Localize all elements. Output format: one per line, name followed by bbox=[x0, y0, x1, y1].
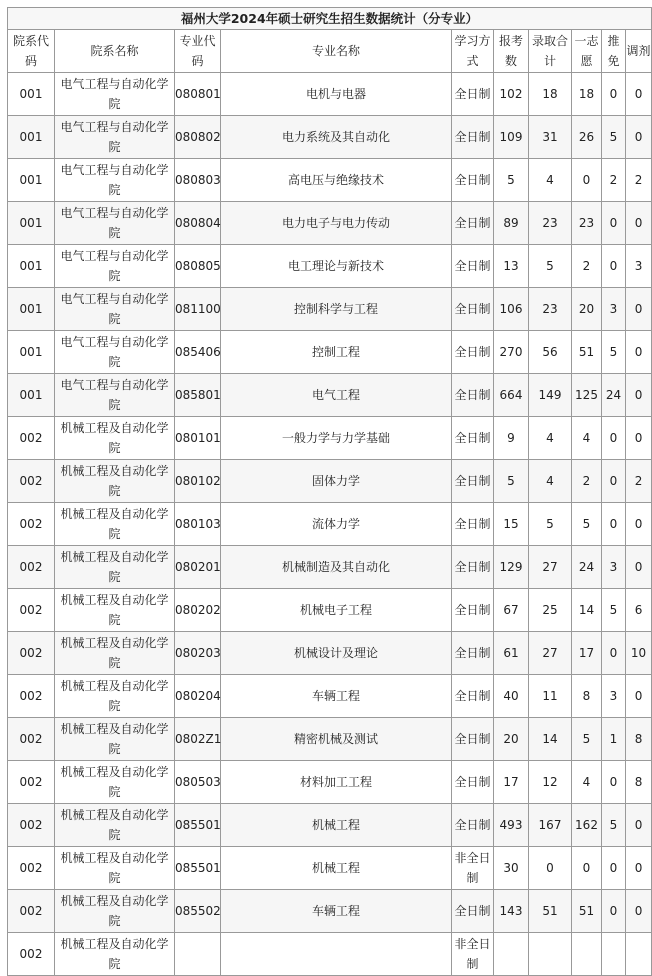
major-code-cell: 080801 bbox=[175, 73, 221, 116]
dept-name-cell: 电气工程与自动化学院 bbox=[55, 202, 175, 245]
recommended-cell: 0 bbox=[602, 245, 626, 288]
dept-code-cell: 002 bbox=[8, 546, 55, 589]
study-mode-cell: 全日制 bbox=[452, 632, 494, 675]
applicants-cell: 5 bbox=[494, 159, 529, 202]
transfer-cell: 0 bbox=[626, 116, 652, 159]
header-study-mode: 学习方式 bbox=[452, 30, 494, 73]
admitted-total-cell: 11 bbox=[529, 675, 572, 718]
admitted-total-cell: 4 bbox=[529, 159, 572, 202]
recommended-cell: 0 bbox=[602, 890, 626, 933]
header-major-code: 专业代码 bbox=[175, 30, 221, 73]
study-mode-cell: 全日制 bbox=[452, 374, 494, 417]
recommended-cell: 3 bbox=[602, 675, 626, 718]
first-choice-cell: 20 bbox=[572, 288, 602, 331]
first-choice-cell: 17 bbox=[572, 632, 602, 675]
applicants-cell: 13 bbox=[494, 245, 529, 288]
table-row bbox=[8, 245, 652, 288]
dept-name-cell: 电气工程与自动化学院 bbox=[55, 374, 175, 417]
admitted-total-cell: 4 bbox=[529, 417, 572, 460]
study-mode-cell: 非全日制 bbox=[452, 933, 494, 976]
dept-name-cell: 机械工程及自动化学院 bbox=[55, 804, 175, 847]
table-row bbox=[8, 847, 652, 890]
dept-name-cell: 电气工程与自动化学院 bbox=[55, 73, 175, 116]
dept-code-cell: 001 bbox=[8, 288, 55, 331]
table-row bbox=[8, 589, 652, 632]
recommended-cell: 24 bbox=[602, 374, 626, 417]
recommended-cell bbox=[602, 933, 626, 976]
table-row bbox=[8, 718, 652, 761]
first-choice-cell: 125 bbox=[572, 374, 602, 417]
recommended-cell: 0 bbox=[602, 417, 626, 460]
applicants-cell: 61 bbox=[494, 632, 529, 675]
study-mode-cell: 全日制 bbox=[452, 675, 494, 718]
table-row bbox=[8, 503, 652, 546]
transfer-cell: 8 bbox=[626, 718, 652, 761]
dept-code-cell: 002 bbox=[8, 675, 55, 718]
table-row bbox=[8, 675, 652, 718]
dept-name-cell: 电气工程与自动化学院 bbox=[55, 116, 175, 159]
header-transfer: 调剂 bbox=[626, 30, 652, 73]
major-code-cell bbox=[175, 933, 221, 976]
table-row bbox=[8, 890, 652, 933]
study-mode-cell: 全日制 bbox=[452, 245, 494, 288]
dept-code-cell: 001 bbox=[8, 73, 55, 116]
admitted-total-cell: 31 bbox=[529, 116, 572, 159]
dept-name-cell: 电气工程与自动化学院 bbox=[55, 331, 175, 374]
recommended-cell: 5 bbox=[602, 589, 626, 632]
major-name-cell: 固体力学 bbox=[221, 460, 452, 503]
recommended-cell: 5 bbox=[602, 331, 626, 374]
first-choice-cell: 4 bbox=[572, 417, 602, 460]
recommended-cell: 5 bbox=[602, 116, 626, 159]
first-choice-cell: 18 bbox=[572, 73, 602, 116]
first-choice-cell: 5 bbox=[572, 718, 602, 761]
applicants-cell: 5 bbox=[494, 460, 529, 503]
transfer-cell: 0 bbox=[626, 503, 652, 546]
transfer-cell: 0 bbox=[626, 675, 652, 718]
applicants-cell: 109 bbox=[494, 116, 529, 159]
dept-code-cell: 001 bbox=[8, 245, 55, 288]
transfer-cell: 0 bbox=[626, 331, 652, 374]
transfer-cell: 2 bbox=[626, 159, 652, 202]
admitted-total-cell: 4 bbox=[529, 460, 572, 503]
major-name-cell: 一般力学与力学基础 bbox=[221, 417, 452, 460]
major-name-cell: 材料加工工程 bbox=[221, 761, 452, 804]
applicants-cell: 89 bbox=[494, 202, 529, 245]
major-name-cell: 控制科学与工程 bbox=[221, 288, 452, 331]
major-code-cell: 085501 bbox=[175, 847, 221, 890]
transfer-cell: 0 bbox=[626, 374, 652, 417]
admitted-total-cell: 18 bbox=[529, 73, 572, 116]
admitted-total-cell: 167 bbox=[529, 804, 572, 847]
first-choice-cell: 23 bbox=[572, 202, 602, 245]
recommended-cell: 5 bbox=[602, 804, 626, 847]
first-choice-cell: 0 bbox=[572, 847, 602, 890]
first-choice-cell: 2 bbox=[572, 460, 602, 503]
applicants-cell: 67 bbox=[494, 589, 529, 632]
major-code-cell: 080503 bbox=[175, 761, 221, 804]
first-choice-cell bbox=[572, 933, 602, 976]
major-code-cell: 085502 bbox=[175, 890, 221, 933]
applicants-cell: 17 bbox=[494, 761, 529, 804]
study-mode-cell: 全日制 bbox=[452, 159, 494, 202]
transfer-cell: 0 bbox=[626, 202, 652, 245]
admitted-total-cell: 12 bbox=[529, 761, 572, 804]
applicants-cell: 664 bbox=[494, 374, 529, 417]
applicants-cell: 129 bbox=[494, 546, 529, 589]
dept-name-cell: 机械工程及自动化学院 bbox=[55, 761, 175, 804]
header-row bbox=[8, 30, 652, 73]
applicants-cell: 106 bbox=[494, 288, 529, 331]
table-row bbox=[8, 288, 652, 331]
header-admitted-total: 录取合计 bbox=[529, 30, 572, 73]
dept-name-cell: 电气工程与自动化学院 bbox=[55, 159, 175, 202]
transfer-cell: 0 bbox=[626, 73, 652, 116]
dept-name-cell: 机械工程及自动化学院 bbox=[55, 546, 175, 589]
admitted-total-cell: 23 bbox=[529, 202, 572, 245]
dept-name-cell: 电气工程与自动化学院 bbox=[55, 245, 175, 288]
admitted-total-cell: 27 bbox=[529, 632, 572, 675]
dept-code-cell: 002 bbox=[8, 589, 55, 632]
study-mode-cell: 全日制 bbox=[452, 417, 494, 460]
recommended-cell: 0 bbox=[602, 202, 626, 245]
major-code-cell: 0802Z1 bbox=[175, 718, 221, 761]
transfer-cell: 10 bbox=[626, 632, 652, 675]
study-mode-cell: 全日制 bbox=[452, 890, 494, 933]
major-name-cell: 机械电子工程 bbox=[221, 589, 452, 632]
dept-code-cell: 001 bbox=[8, 331, 55, 374]
dept-name-cell: 机械工程及自动化学院 bbox=[55, 718, 175, 761]
recommended-cell: 0 bbox=[602, 847, 626, 890]
recommended-cell: 3 bbox=[602, 546, 626, 589]
study-mode-cell: 全日制 bbox=[452, 288, 494, 331]
major-name-cell: 电机与电器 bbox=[221, 73, 452, 116]
header-recommended: 推免 bbox=[602, 30, 626, 73]
table-row bbox=[8, 331, 652, 374]
applicants-cell: 30 bbox=[494, 847, 529, 890]
table-row bbox=[8, 460, 652, 503]
first-choice-cell: 4 bbox=[572, 761, 602, 804]
first-choice-cell: 8 bbox=[572, 675, 602, 718]
table-row bbox=[8, 73, 652, 116]
study-mode-cell: 全日制 bbox=[452, 761, 494, 804]
major-code-cell: 080101 bbox=[175, 417, 221, 460]
applicants-cell: 270 bbox=[494, 331, 529, 374]
admitted-total-cell: 149 bbox=[529, 374, 572, 417]
admitted-total-cell: 5 bbox=[529, 245, 572, 288]
dept-name-cell: 机械工程及自动化学院 bbox=[55, 417, 175, 460]
first-choice-cell: 51 bbox=[572, 890, 602, 933]
applicants-cell bbox=[494, 933, 529, 976]
major-name-cell: 机械设计及理论 bbox=[221, 632, 452, 675]
major-name-cell: 车辆工程 bbox=[221, 675, 452, 718]
major-name-cell: 控制工程 bbox=[221, 331, 452, 374]
study-mode-cell: 全日制 bbox=[452, 73, 494, 116]
table-row bbox=[8, 546, 652, 589]
recommended-cell: 0 bbox=[602, 73, 626, 116]
study-mode-cell: 全日制 bbox=[452, 202, 494, 245]
admitted-total-cell: 56 bbox=[529, 331, 572, 374]
first-choice-cell: 26 bbox=[572, 116, 602, 159]
transfer-cell bbox=[626, 933, 652, 976]
dept-code-cell: 001 bbox=[8, 202, 55, 245]
major-name-cell: 机械工程 bbox=[221, 804, 452, 847]
major-code-cell: 080204 bbox=[175, 675, 221, 718]
transfer-cell: 0 bbox=[626, 288, 652, 331]
table-row bbox=[8, 933, 652, 976]
dept-name-cell: 机械工程及自动化学院 bbox=[55, 503, 175, 546]
study-mode-cell: 全日制 bbox=[452, 804, 494, 847]
study-mode-cell: 全日制 bbox=[452, 116, 494, 159]
applicants-cell: 493 bbox=[494, 804, 529, 847]
dept-code-cell: 001 bbox=[8, 159, 55, 202]
admitted-total-cell: 27 bbox=[529, 546, 572, 589]
major-code-cell: 080804 bbox=[175, 202, 221, 245]
recommended-cell: 1 bbox=[602, 718, 626, 761]
first-choice-cell: 2 bbox=[572, 245, 602, 288]
table-row bbox=[8, 202, 652, 245]
dept-name-cell: 机械工程及自动化学院 bbox=[55, 890, 175, 933]
recommended-cell: 3 bbox=[602, 288, 626, 331]
first-choice-cell: 0 bbox=[572, 159, 602, 202]
major-code-cell: 080203 bbox=[175, 632, 221, 675]
major-name-cell: 车辆工程 bbox=[221, 890, 452, 933]
applicants-cell: 40 bbox=[494, 675, 529, 718]
transfer-cell: 6 bbox=[626, 589, 652, 632]
dept-code-cell: 002 bbox=[8, 847, 55, 890]
transfer-cell: 0 bbox=[626, 890, 652, 933]
dept-code-cell: 002 bbox=[8, 804, 55, 847]
dept-code-cell: 002 bbox=[8, 417, 55, 460]
major-code-cell: 080803 bbox=[175, 159, 221, 202]
applicants-cell: 102 bbox=[494, 73, 529, 116]
transfer-cell: 0 bbox=[626, 546, 652, 589]
transfer-cell: 0 bbox=[626, 847, 652, 890]
admitted-total-cell: 25 bbox=[529, 589, 572, 632]
major-name-cell: 机械制造及其自动化 bbox=[221, 546, 452, 589]
major-code-cell: 085801 bbox=[175, 374, 221, 417]
major-code-cell: 081100 bbox=[175, 288, 221, 331]
dept-name-cell: 机械工程及自动化学院 bbox=[55, 460, 175, 503]
major-name-cell bbox=[221, 933, 452, 976]
admission-stats-table bbox=[7, 7, 652, 976]
major-name-cell: 电工理论与新技术 bbox=[221, 245, 452, 288]
major-code-cell: 080102 bbox=[175, 460, 221, 503]
study-mode-cell: 全日制 bbox=[452, 546, 494, 589]
header-major-name: 专业名称 bbox=[221, 30, 452, 73]
table-row bbox=[8, 804, 652, 847]
transfer-cell: 0 bbox=[626, 804, 652, 847]
major-code-cell: 080202 bbox=[175, 589, 221, 632]
first-choice-cell: 162 bbox=[572, 804, 602, 847]
applicants-cell: 9 bbox=[494, 417, 529, 460]
applicants-cell: 20 bbox=[494, 718, 529, 761]
dept-code-cell: 002 bbox=[8, 933, 55, 976]
dept-code-cell: 002 bbox=[8, 460, 55, 503]
dept-code-cell: 002 bbox=[8, 890, 55, 933]
dept-code-cell: 002 bbox=[8, 761, 55, 804]
major-code-cell: 080201 bbox=[175, 546, 221, 589]
table-row bbox=[8, 159, 652, 202]
major-name-cell: 电气工程 bbox=[221, 374, 452, 417]
major-name-cell: 流体力学 bbox=[221, 503, 452, 546]
first-choice-cell: 24 bbox=[572, 546, 602, 589]
admitted-total-cell: 0 bbox=[529, 847, 572, 890]
table-row bbox=[8, 761, 652, 804]
recommended-cell: 0 bbox=[602, 503, 626, 546]
major-name-cell: 机械工程 bbox=[221, 847, 452, 890]
major-code-cell: 085501 bbox=[175, 804, 221, 847]
applicants-cell: 143 bbox=[494, 890, 529, 933]
dept-code-cell: 002 bbox=[8, 718, 55, 761]
study-mode-cell: 非全日制 bbox=[452, 847, 494, 890]
major-name-cell: 精密机械及测试 bbox=[221, 718, 452, 761]
major-name-cell: 电力电子与电力传动 bbox=[221, 202, 452, 245]
dept-code-cell: 001 bbox=[8, 116, 55, 159]
table-title: 福州大学2024年硕士研究生招生数据统计（分专业） bbox=[8, 8, 652, 30]
table-row bbox=[8, 417, 652, 460]
admitted-total-cell: 23 bbox=[529, 288, 572, 331]
first-choice-cell: 14 bbox=[572, 589, 602, 632]
major-name-cell: 电力系统及其自动化 bbox=[221, 116, 452, 159]
major-code-cell: 080802 bbox=[175, 116, 221, 159]
first-choice-cell: 51 bbox=[572, 331, 602, 374]
applicants-cell: 15 bbox=[494, 503, 529, 546]
dept-name-cell: 机械工程及自动化学院 bbox=[55, 933, 175, 976]
first-choice-cell: 5 bbox=[572, 503, 602, 546]
admitted-total-cell: 51 bbox=[529, 890, 572, 933]
dept-name-cell: 机械工程及自动化学院 bbox=[55, 847, 175, 890]
header-dept-name: 院系名称 bbox=[55, 30, 175, 73]
transfer-cell: 3 bbox=[626, 245, 652, 288]
study-mode-cell: 全日制 bbox=[452, 460, 494, 503]
transfer-cell: 2 bbox=[626, 460, 652, 503]
recommended-cell: 0 bbox=[602, 632, 626, 675]
header-dept-code: 院系代码 bbox=[8, 30, 55, 73]
admitted-total-cell bbox=[529, 933, 572, 976]
header-applicants: 报考数 bbox=[494, 30, 529, 73]
major-code-cell: 080103 bbox=[175, 503, 221, 546]
dept-name-cell: 机械工程及自动化学院 bbox=[55, 589, 175, 632]
dept-name-cell: 机械工程及自动化学院 bbox=[55, 675, 175, 718]
table-row bbox=[8, 374, 652, 417]
major-code-cell: 085406 bbox=[175, 331, 221, 374]
dept-code-cell: 002 bbox=[8, 632, 55, 675]
table-row bbox=[8, 116, 652, 159]
dept-code-cell: 002 bbox=[8, 503, 55, 546]
study-mode-cell: 全日制 bbox=[452, 718, 494, 761]
dept-code-cell: 001 bbox=[8, 374, 55, 417]
transfer-cell: 0 bbox=[626, 417, 652, 460]
study-mode-cell: 全日制 bbox=[452, 503, 494, 546]
header-first-choice: 一志愿 bbox=[572, 30, 602, 73]
transfer-cell: 8 bbox=[626, 761, 652, 804]
study-mode-cell: 全日制 bbox=[452, 331, 494, 374]
dept-name-cell: 电气工程与自动化学院 bbox=[55, 288, 175, 331]
study-mode-cell: 全日制 bbox=[452, 589, 494, 632]
admitted-total-cell: 5 bbox=[529, 503, 572, 546]
major-code-cell: 080805 bbox=[175, 245, 221, 288]
admitted-total-cell: 14 bbox=[529, 718, 572, 761]
recommended-cell: 0 bbox=[602, 761, 626, 804]
major-name-cell: 高电压与绝缘技术 bbox=[221, 159, 452, 202]
recommended-cell: 0 bbox=[602, 460, 626, 503]
recommended-cell: 2 bbox=[602, 159, 626, 202]
dept-name-cell: 机械工程及自动化学院 bbox=[55, 632, 175, 675]
table-row bbox=[8, 632, 652, 675]
